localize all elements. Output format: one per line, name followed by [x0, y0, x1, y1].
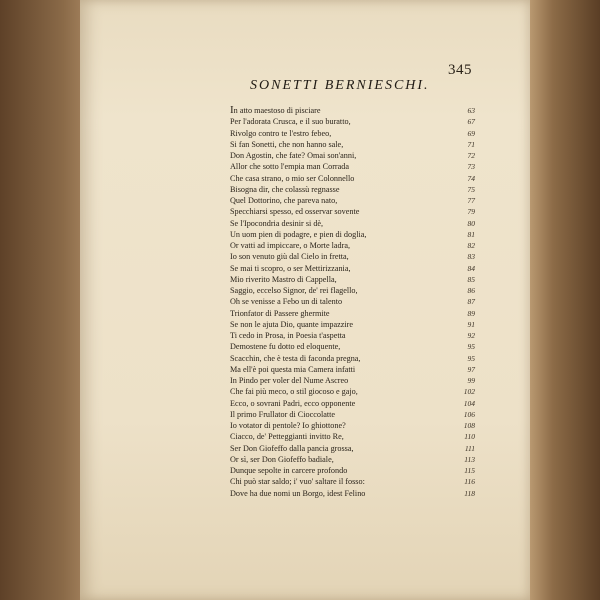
toc-entry-page: 111	[464, 443, 475, 453]
toc-entry-page: 115	[464, 466, 475, 475]
toc-entry	[230, 375, 475, 386]
toc-entry-page: 80	[467, 218, 475, 228]
toc-entry	[230, 409, 475, 420]
toc-entry-text: Che fai più meco, o stil giocoso e gajo,	[230, 387, 358, 397]
toc-entry-text: Si fan Sonetti, che non hanno sale,	[230, 139, 344, 149]
toc-entry-text: Rivolgo contro te l'estro febeo,	[230, 128, 332, 138]
toc-entry-page: 74	[467, 173, 475, 183]
toc-entry-text: Per l'adorata Crusca, e il suo buratto,	[230, 117, 351, 127]
toc-entry-text: Che casa strano, o mio ser Colonnello	[230, 173, 355, 183]
toc-entry-page: 89	[467, 308, 475, 318]
toc-entry-text: Il primo Frullator di Cioccolatte	[230, 409, 336, 419]
toc-entry	[230, 476, 475, 487]
toc-entry	[230, 116, 475, 127]
toc-entry	[230, 184, 475, 195]
toc-entry	[230, 330, 475, 341]
toc-entry-text: Allor che sotto l'empia man Corrada	[230, 162, 350, 172]
toc-entry	[230, 240, 475, 251]
toc-entry-page: 95	[467, 342, 475, 352]
toc-entry-text: Trionfator di Passere ghermite	[230, 308, 330, 318]
toc-entry-text: Or vatti ad impiccare, o Morte ladra,	[230, 241, 351, 250]
toc-entry-page: 83	[467, 252, 475, 262]
toc-entry-page: 102	[463, 387, 475, 397]
toc-entry-page: 104	[463, 398, 475, 408]
toc-entry-text: Io votator di pentole? Io ghiottone?	[230, 421, 346, 430]
toc-entry-page: 72	[467, 151, 475, 160]
toc-entry	[230, 274, 475, 285]
toc-entry-page: 71	[467, 139, 475, 149]
toc-entry-page: 85	[467, 274, 475, 284]
page-number: 345	[448, 62, 472, 78]
toc-entry	[230, 454, 475, 465]
toc-entry	[230, 139, 475, 150]
toc-entry-text: Se mai ti scopro, o ser Mettirizzania,	[230, 263, 351, 273]
toc-entry-text: Or sì, ser Don Giofeffo badiale,	[230, 454, 334, 464]
toc-entry	[230, 251, 475, 262]
toc-entry-page: 84	[467, 263, 475, 273]
toc-entry	[230, 285, 475, 296]
toc-entry-text: Ti cedo in Prosa, in Poesia t'aspetta	[230, 331, 346, 340]
toc-entry-page: 81	[467, 229, 475, 239]
table-of-contents	[230, 105, 475, 499]
toc-entry-text: Ser Don Giofeffo dalla pancia grossa,	[230, 443, 354, 453]
toc-entry	[230, 443, 475, 454]
toc-entry-text: Dunque sepolte in carcere profondo	[230, 466, 348, 475]
toc-entry-page: 116	[464, 477, 475, 487]
toc-entry-text: In Pindo per voler del Nume Ascreo	[230, 376, 349, 385]
toc-entry-text: Scacchin, che è testa di faconda pregna,	[230, 353, 361, 363]
toc-entry	[230, 161, 475, 172]
toc-entry-text: Quel Dottorino, che pareva nato,	[230, 196, 338, 205]
toc-entry-page: 67	[467, 117, 475, 127]
toc-entry	[230, 105, 475, 116]
toc-entry-text: Demostene fu dotto ed eloquente,	[230, 342, 341, 352]
toc-entry-page: 63	[467, 106, 475, 115]
book-edge-left	[0, 0, 90, 600]
toc-entry	[230, 218, 475, 229]
toc-entry-text: Dove ha due nomi un Borgo, idest Felino	[230, 488, 366, 498]
toc-entry-page: 73	[467, 162, 475, 172]
toc-entry	[230, 465, 475, 476]
toc-entry-page: 92	[467, 331, 475, 340]
toc-entry-page: 91	[467, 319, 475, 329]
toc-entry-page: 69	[467, 128, 475, 138]
toc-entry	[230, 128, 475, 139]
toc-entry	[230, 173, 475, 184]
toc-entry	[230, 488, 475, 499]
toc-entry-text: Se non le ajuta Dio, quante impazzire	[230, 319, 353, 329]
toc-entry-page: 87	[467, 297, 475, 307]
toc-entry	[230, 150, 475, 161]
toc-entry-text: Ciacco, de' Petteggianti invitto Re,	[230, 432, 344, 442]
toc-entry-page: 113	[464, 454, 475, 464]
toc-entry	[230, 341, 475, 352]
toc-entry-text: Se l'Ipocondria desinir si dè,	[230, 218, 324, 228]
toc-entry-page: 82	[467, 241, 475, 250]
toc-entry-text: Ma ell'è poi questa mia Camera infatti	[230, 364, 356, 374]
toc-entry-text: Oh se venisse a Febo un di talento	[230, 297, 343, 307]
toc-entry-page: 108	[463, 421, 475, 430]
toc-entry-page: 118	[464, 488, 475, 498]
toc-entry-text: In atto maestoso di pisciare	[230, 104, 321, 116]
toc-entry	[230, 319, 475, 330]
toc-entry-text: Ecco, o sovrani Padri, ecco opponente	[230, 398, 356, 408]
toc-entry	[230, 308, 475, 319]
toc-entry	[230, 229, 475, 240]
toc-entry-text: Don Agostin, che fate? Omai son'anni,	[230, 151, 357, 160]
book-page	[80, 0, 530, 600]
toc-entry-page: 99	[467, 376, 475, 385]
toc-entry	[230, 206, 475, 217]
toc-entry-text: Chi può star saldo; i' vuo' saltare il fosso:	[230, 477, 365, 487]
toc-entry-text: Bisogna dir, che colassù regnasse	[230, 184, 340, 194]
toc-entry	[230, 195, 475, 206]
toc-entry-text: Saggio, eccelso Signor, de' rei flagello,	[230, 286, 358, 295]
toc-entry-page: 110	[464, 432, 475, 442]
toc-entry-page: 79	[467, 207, 475, 217]
toc-entry	[230, 386, 475, 397]
toc-entry	[230, 420, 475, 431]
toc-entry	[230, 398, 475, 409]
toc-entry	[230, 364, 475, 375]
toc-entry-page: 75	[467, 184, 475, 194]
toc-entry-text: Io son venuto giù dal Cielo in fretta,	[230, 252, 349, 262]
toc-entry-text: Mio riverito Mastro di Cappella,	[230, 274, 337, 284]
toc-entry	[230, 263, 475, 274]
toc-entry	[230, 296, 475, 307]
toc-entry	[230, 431, 475, 442]
toc-entry-page: 97	[467, 364, 475, 374]
book-edge-right	[522, 0, 600, 600]
toc-entry-page: 86	[467, 286, 475, 295]
toc-entry	[230, 353, 475, 364]
toc-entry-page: 77	[467, 196, 475, 205]
toc-entry-page: 95	[467, 353, 475, 363]
toc-entry-text: Specchiarsi spesso, ed osservar sovente	[230, 207, 360, 217]
section-title: SONETTI BERNIESCHI.	[250, 78, 430, 93]
toc-entry-page: 106	[463, 409, 475, 419]
toc-entry-text: Un uom pien di podagre, e pien di doglia,	[230, 229, 367, 239]
